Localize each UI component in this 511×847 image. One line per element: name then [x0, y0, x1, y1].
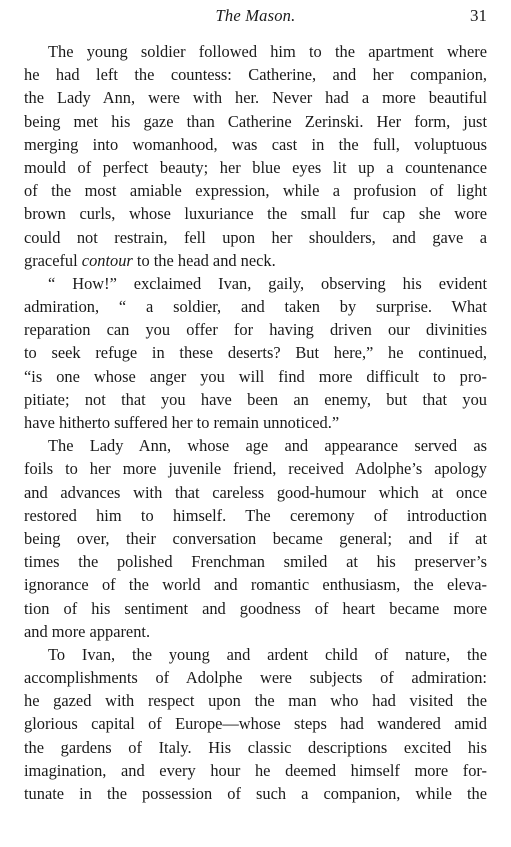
text-line: being met his gaze than Catherine Zerinski. Her form, just	[24, 111, 487, 131]
text-line: times the polished Frenchman smiled at his preserver’s	[24, 552, 487, 572]
text-segment: to the head and neck.	[136, 250, 276, 270]
text-line: have hitherto suffered her to remain unnoticed.”	[24, 413, 340, 432]
text-line: mould of perfect beauty; her blue eyes lit up a countenance	[24, 157, 487, 177]
text-line: glorious capital of Europe—whose steps had wandered amid	[24, 714, 487, 734]
text-line: pitiate; not that you have been an enemy, but that you	[24, 389, 487, 409]
body-text	[24, 40, 487, 805]
text-line: The Lady Ann, whose age and appearance served as	[48, 436, 487, 456]
text-line: imagination, and every hour he deemed himself more for-	[24, 760, 487, 780]
text-line: To Ivan, the young and ardent child of nature, the	[48, 644, 487, 664]
text-line: tunate in the possession of such a companion, while the	[24, 784, 487, 803]
text-line: reparation can you offer for having driven our divinities	[24, 320, 487, 340]
text-line: foils to her more juvenile friend, received Adolphe’s apology	[24, 459, 487, 479]
text-line	[24, 249, 487, 272]
page-header	[24, 6, 487, 32]
text-line: he had left the countess: Catherine, and her companion,	[24, 65, 487, 85]
text-line: being over, their conversation became general; and if at	[24, 528, 487, 548]
text-line: he gazed with respect upon the man who had visited the	[24, 691, 487, 711]
text-line: to seek refuge in these deserts? But here,” he continued,	[24, 343, 487, 363]
text-line: brown curls, whose luxuriance the small fur cap she wore	[24, 204, 487, 224]
text-line: tion of his sentiment and goodness of heart became more	[24, 598, 487, 618]
italic-word: contour	[81, 250, 133, 270]
text-line: The young soldier followed him to the apartment where	[48, 42, 487, 61]
text-line: and advances with that careless good-humour which at once	[24, 482, 487, 502]
page-number: 31	[470, 6, 487, 25]
text-line: of the most amiable expression, while a profusion of light	[24, 181, 487, 201]
running-title: The Mason.	[215, 6, 296, 25]
text-segment: graceful	[24, 250, 78, 270]
text-line: “ How!” exclaimed Ivan, gaily, observing his evident	[48, 273, 487, 293]
text-line: restored him to himself. The ceremony of introduction	[24, 505, 487, 525]
text-line: the Lady Ann, were with her. Never had a more beautiful	[24, 88, 487, 108]
text-line: could not restrain, fell upon her shoulders, and gave a	[24, 227, 487, 247]
text-line: “is one whose anger you will find more difficult to pro-	[24, 366, 487, 386]
text-line: merging into womanhood, was cast in the full, voluptuous	[24, 134, 487, 154]
text-line: admiration, “ a soldier, and taken by surprise. What	[24, 297, 487, 317]
text-line: accomplishments of Adolphe were subjects of admiration:	[24, 668, 487, 688]
text-line: the gardens of Italy. His classic descriptions excited his	[24, 737, 487, 757]
text-line: and more apparent.	[24, 621, 151, 641]
text-line: ignorance of the world and romantic enthusiasm, the eleva-	[24, 575, 487, 595]
